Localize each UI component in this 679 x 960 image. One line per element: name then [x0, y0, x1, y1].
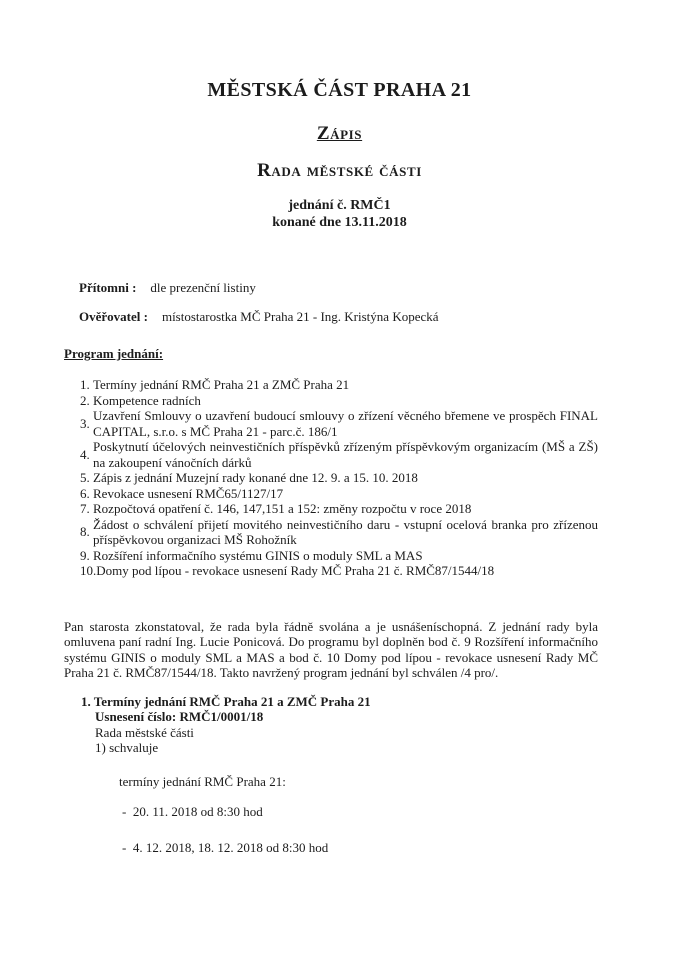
program-item-text: Zápis z jednání Muzejní rady konané dne 12. 9. a 15. 10. 2018 — [93, 470, 418, 485]
section-1-title: 1. Termíny jednání RMČ Praha 21 a ZMČ Praha 21 — [81, 693, 371, 709]
meeting-number: jednání č. RMČ1 — [288, 198, 391, 213]
council-title: Rada městské části — [257, 160, 422, 181]
meeting-date: konané dne 13.11.2018 — [272, 214, 407, 230]
program-item-text: Domy pod lípou - revokace usnesení Rady MČ Praha 21 č. RMČ87/1544/18 — [96, 563, 495, 578]
document-header — [0, 0, 679, 231]
section-1-body-line: Rada městské části — [95, 724, 194, 740]
program-item-text: Kompetence radních — [93, 392, 201, 408]
attendance-block — [79, 280, 679, 325]
program-item-number: 9. — [80, 547, 90, 563]
program-item — [80, 439, 598, 470]
present-value: dle prezenční listiny — [150, 280, 256, 295]
present-label: Přítomni : — [79, 280, 137, 295]
section-1-body-line: 1) schvaluje — [95, 740, 159, 755]
program-item — [80, 517, 598, 548]
document-subtitle-wrap — [0, 123, 679, 145]
present-row — [79, 280, 679, 296]
program-item-text: Rozšíření informačního systému GINIS o moduly SML a MAS — [93, 547, 423, 563]
program-item-text: Poskytnutí účelových neinvestičních příspěvků zřízeným příspěvkovým organizacím (MŠ a ZŠ) na zakoupení vánočních dárků — [93, 439, 598, 470]
verifier-value: místostarostka MČ Praha 21 - Ing. Kristýna Kopecká — [161, 309, 439, 324]
meeting-date-item: - 4. 12. 2018, 18. 12. 2018 od 8:30 hod — [122, 839, 329, 855]
program-item — [80, 501, 598, 517]
opening-paragraph: Pan starosta zkonstatoval, že rada byla řádně svolána a je usnášeníschopná. Z jednání rady byla omluvena paní radní Ing. Lucie Ponicová. Do programu byl doplněn bod č. 9 Rozšíření informačního systému GINIS o moduly SML a MAS a bod č. 10 Domy pod lípou - revokace usnesení Rady MČ Praha 21 č. RMČ87/1544/18. Takto navržený program jednání byl schválen /4 pro/. — [64, 618, 598, 680]
program-item — [80, 377, 598, 393]
program-item-number: 3. — [80, 415, 90, 431]
meeting-info — [0, 198, 679, 231]
program-item — [80, 486, 598, 502]
program-list — [80, 377, 598, 579]
program-item-text: Rozpočtová opatření č. 146, 147,151 a 152: změny rozpočtu v roce 2018 — [93, 501, 472, 516]
program-item-number: 8. — [80, 524, 90, 540]
program-item-text: Revokace usnesení RMČ65/1127/17 — [93, 485, 284, 501]
program-item-number: 6. — [80, 485, 90, 501]
verifier-row — [79, 309, 679, 325]
resolution-number: Usnesení číslo: RMČ1/0001/18 — [95, 709, 264, 724]
program-item-text: Termíny jednání RMČ Praha 21 a ZMČ Praha 21 — [93, 377, 350, 392]
program-item — [80, 393, 598, 409]
program-item-number: 4. — [80, 446, 90, 462]
program-item-text: Žádost o schválení přijetí movitého neinvestičního daru - vstupní ocelová branka pro zřízenou příspěvkovou organizaci MŠ Rohožník — [93, 516, 598, 547]
program-item-number: 2. — [80, 392, 90, 408]
program-heading: Program jednání: — [64, 345, 164, 361]
verifier-label: Ověřovatel : — [79, 309, 148, 324]
program-item-number: 10. — [80, 563, 97, 578]
section-1 — [81, 694, 598, 856]
program-item — [80, 563, 598, 579]
program-item — [80, 408, 598, 439]
document-subtitle: Zápis — [316, 123, 363, 144]
program-item-number: 5. — [80, 470, 90, 485]
approves-intro: termíny jednání RMČ Praha 21: — [119, 773, 286, 789]
program-item — [80, 470, 598, 486]
meeting-date-item: - 20. 11. 2018 od 8:30 hod — [122, 804, 263, 819]
program-item-text: Uzavření Smlouvy o uzavření budoucí smlouvy o zřízení věcného břemene ve prospěch FINAL CAPITAL, s.r.o. s MČ Praha 21 - parc.č. 186/1 — [93, 408, 598, 439]
program-item-number: 1. — [80, 377, 90, 392]
program-item — [80, 548, 598, 564]
document-title: MĚSTSKÁ ČÁST PRAHA 21 — [207, 79, 472, 101]
program-item-number: 7. — [80, 501, 90, 516]
